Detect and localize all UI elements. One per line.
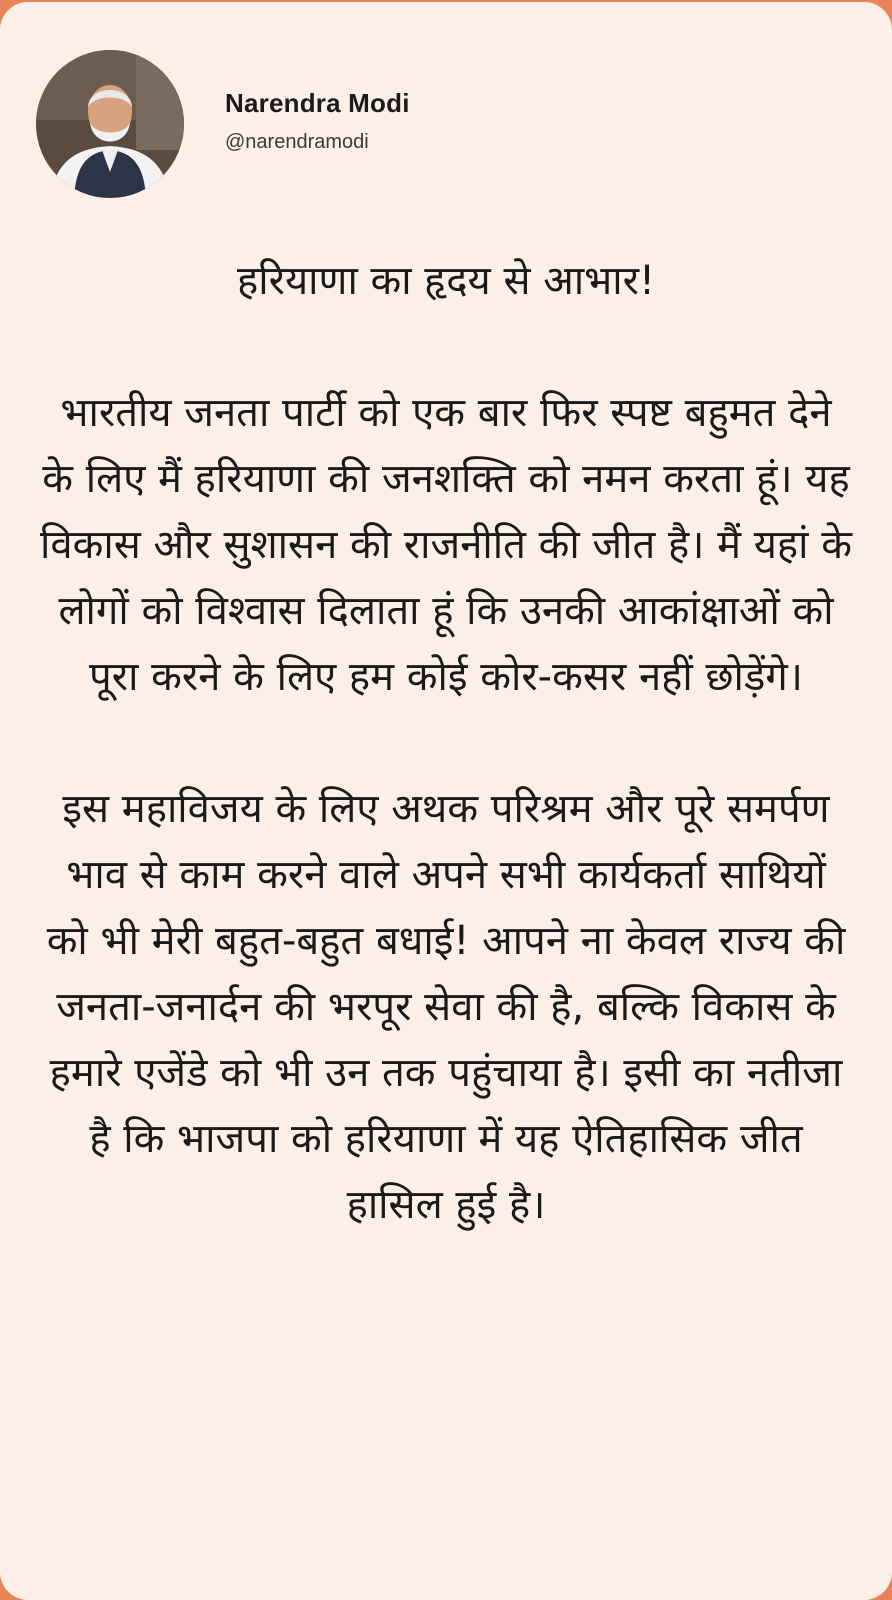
profile-photo-icon [36, 50, 184, 198]
author-handle[interactable]: @narendramodi [225, 131, 369, 153]
post-body [40, 248, 852, 1238]
post-paragraph: इस महाविजय के लिए अथक परिश्रम और पूरे समर्पण भाव से काम करने वाले अपने सभी कार्यकर्ता साथियों को भी मेरी बहुत-बहुत बधाई! आपने ना केवल राज्य की जनता-जनार्दन की भरपूर सेवा की है, बल्कि विकास के हमारे एजेंडे को भी उन तक पहुंचाया है। इसी का नतीजा है कि भाजपा को हरियाणा में यह ऐतिहासिक जीत हासिल हुई है। [46, 786, 846, 1228]
post-paragraph: भारतीय जनता पार्टी को एक बार फिर स्पष्ट बहुमत देने के लिए मैं हरियाणा की जनशक्ति को नमन करता हूं। यह विकास और सुशासन की राजनीति की जीत है। मैं यहां के लोगों को विश्वास दिलाता हूं कि उनकी आकांक्षाओं को पूरा करने के लिए हम कोई कोर-कसर नहीं छोड़ेंगे। [40, 390, 852, 700]
post-heading: हरियाणा का हृदय से आभार! [237, 258, 655, 304]
avatar[interactable] [36, 50, 184, 198]
author-name[interactable]: Narendra Modi [225, 88, 410, 118]
post-card [0, 2, 892, 1600]
